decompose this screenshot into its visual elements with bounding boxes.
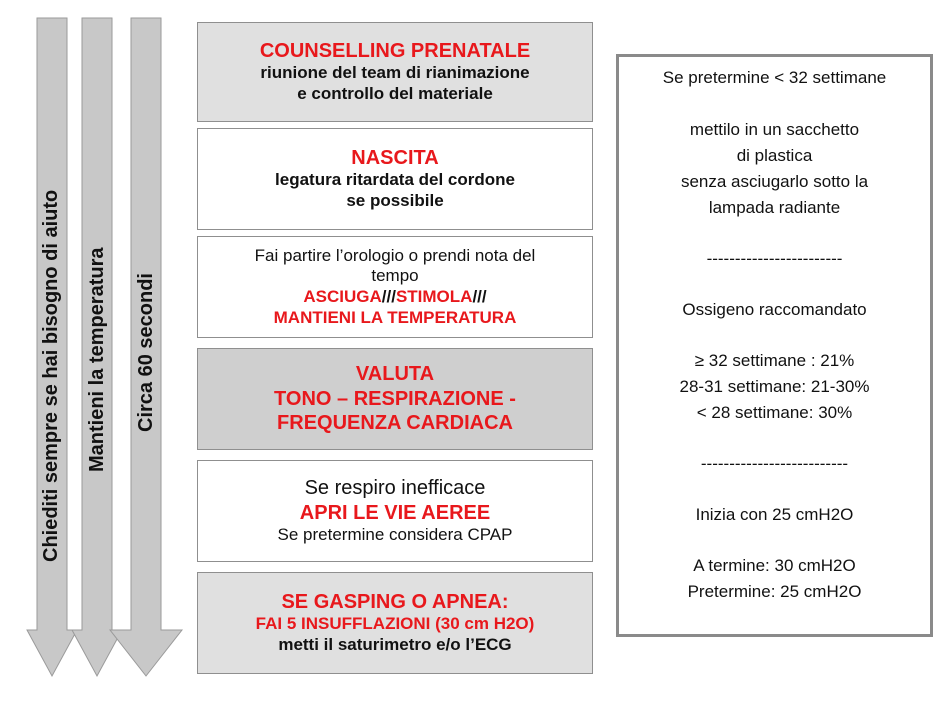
- step-counselling-line1: riunione del team di rianimazione: [260, 63, 530, 83]
- step-gasping-line2: metti il saturimetro e/o l’ECG: [278, 635, 512, 655]
- step-orologio-actions: [303, 287, 486, 308]
- step-valuta: [197, 348, 593, 450]
- action-separator-1: ///: [381, 287, 396, 306]
- step-valuta-line2: FREQUENZA CARDIACA: [277, 412, 513, 435]
- step-respiro-title: APRI LE VIE AEREE: [299, 501, 491, 524]
- step-valuta-line1: TONO – RESPIRAZIONE -: [274, 387, 516, 410]
- step-nascita: [197, 128, 593, 230]
- panel-pressure-preterm: Pretermine: 25 cmH2O: [687, 582, 862, 601]
- panel-bag-line3: senza asciugarlo sotto la: [680, 172, 869, 191]
- panel-oxygen-heading: Ossigeno raccomandato: [682, 300, 867, 319]
- step-respiro: [197, 460, 593, 562]
- info-panel: [616, 54, 933, 637]
- step-counselling: [197, 22, 593, 122]
- panel-pressure-term: A termine: 30 cmH2O: [693, 556, 856, 575]
- action-stimola: STIMOLA: [395, 287, 473, 306]
- step-orologio-line4: MANTIENI LA TEMPERATURA: [273, 307, 517, 327]
- panel-separator-2: --------------------------: [700, 454, 849, 473]
- step-orologio-line1: Fai partire l’orologio o prendi nota del: [254, 245, 536, 265]
- step-gasping: [197, 572, 593, 674]
- panel-pressure-start: Inizia con 25 cmH2O: [695, 505, 854, 524]
- step-gasping-title: SE GASPING O APNEA:: [281, 591, 509, 614]
- panel-bag-line4: lampada radiante: [708, 198, 841, 217]
- step-orologio: [197, 236, 593, 338]
- step-orologio-line2: tempo: [371, 266, 419, 286]
- step-nascita-line2: se possibile: [346, 191, 444, 211]
- arrow-label-time: Circa 60 secondi: [135, 273, 157, 432]
- step-counselling-line2: e controllo del materiale: [297, 84, 493, 104]
- step-respiro-line2: Se pretermine considera CPAP: [277, 525, 513, 545]
- panel-oxygen-32: ≥ 32 settimane : 21%: [694, 351, 855, 370]
- step-respiro-line1: Se respiro inefficace: [304, 477, 486, 500]
- panel-preterm-heading: Se pretermine < 32 settimane: [662, 68, 887, 87]
- step-counselling-title: COUNSELLING PRENATALE: [259, 40, 531, 63]
- step-nascita-line1: legatura ritardata del cordone: [275, 170, 515, 190]
- panel-oxygen-28-31: 28-31 settimane: 21-30%: [679, 377, 870, 396]
- step-valuta-title: VALUTA: [355, 363, 435, 386]
- panel-bag-line1: mettilo in un sacchetto: [689, 120, 860, 139]
- step-gasping-line1: FAI 5 INSUFFLAZIONI (30 cm H2O): [255, 614, 535, 634]
- action-asciuga: ASCIUGA: [303, 287, 382, 306]
- step-nascita-title: NASCITA: [351, 147, 439, 170]
- arrow-label-help: Chiediti sempre se hai bisogno di aiuto: [40, 189, 62, 562]
- panel-oxygen-28: < 28 settimane: 30%: [696, 403, 853, 422]
- arrow-label-temperature: Mantieni la temperatura: [86, 247, 108, 472]
- panel-bag-line2: di plastica: [736, 146, 813, 165]
- panel-separator-1: ------------------------: [706, 249, 843, 268]
- action-separator-2: ///: [472, 287, 487, 306]
